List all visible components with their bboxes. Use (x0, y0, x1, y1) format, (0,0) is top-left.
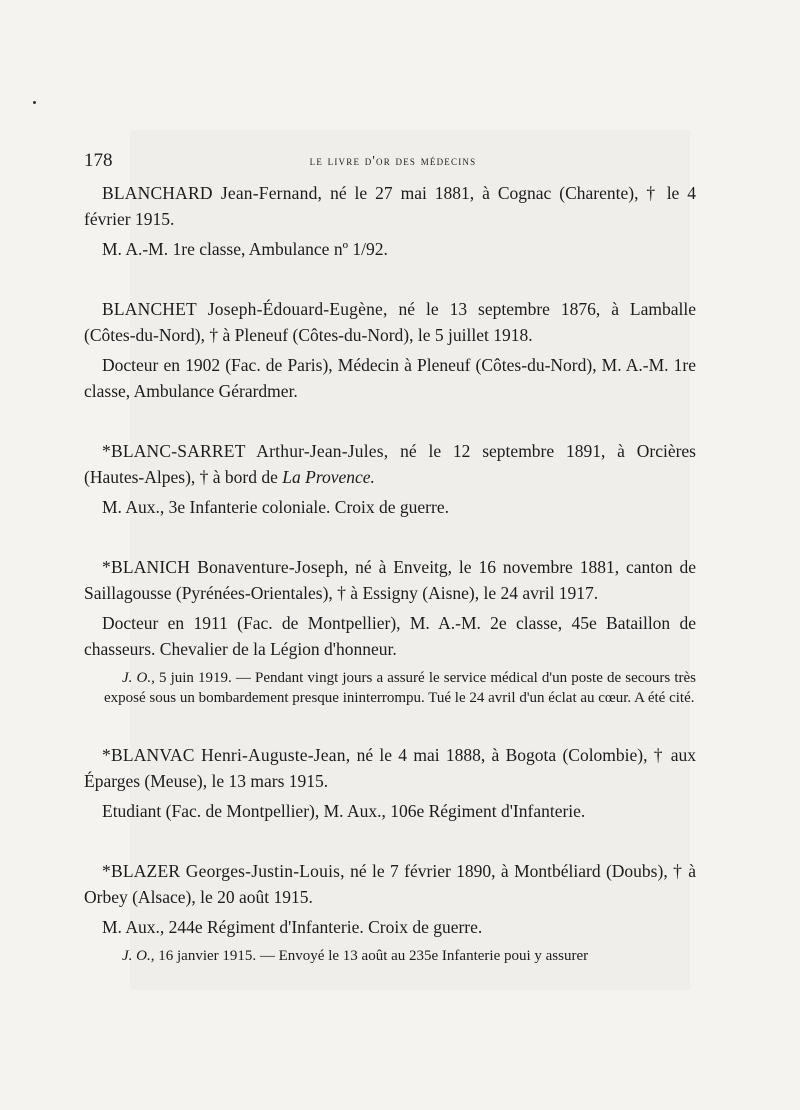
person-name: *BLANVAC Henri-Auguste-Jean, (102, 745, 351, 765)
citation-text: 16 janvier 1915. — Envoyé le 13 août au 235e Infanterie poui y assurer (158, 948, 589, 964)
biography: né à Enveitg, le 16 novembre 1881, canton de Saillagousse (Pyrénées-Orientales), † à Essigny (Aisne), le 24 avril 1917. (84, 557, 697, 603)
biography: né le 4 mai 1888, à Bogota (Colombie), † aux Éparges (Meuse), le 13 mars 1915. (84, 745, 697, 791)
entry-blanc-sarret (84, 438, 696, 520)
entry-blanchet (84, 296, 696, 404)
entry-heading (84, 296, 696, 348)
service-detail: Docteur en 1911 (Fac. de Montpellier), M. A.-M. 2e classe, 45e Bataillon de chasseurs. Chevalier de la Légion d'honneur. (84, 613, 696, 659)
service-detail: M. A.-M. 1re classe, Ambulance nº 1/92. (102, 239, 388, 259)
running-title: le livre d'or des médecins (309, 153, 477, 168)
entry-heading (84, 438, 696, 490)
entry-blanvac (84, 742, 696, 824)
biography: né le 27 mai 1881, à Cognac (Charente), † le 4 février 1915. (84, 183, 697, 229)
ship-name: La Provence. (282, 467, 375, 487)
page-header (84, 150, 702, 174)
ink-speck (33, 101, 36, 104)
service-detail: M. Aux., 3e Infanterie coloniale. Croix de guerre. (102, 497, 449, 517)
biography: né le 13 septembre 1876, à Lamballe (Côtes-du-Nord), † à Pleneuf (Côtes-du-Nord), le 5 juillet 1918. (84, 299, 697, 345)
citation-text: 5 juin 1919. — Pendant vingt jours a assuré le service médical d'un poste de secours très exposé sous un bombardement presque ininterrompu. Tué le 24 avril d'un éclat au cœur. A été cité. (104, 670, 697, 706)
citation-source: J. O., (122, 670, 155, 686)
person-name: BLANCHARD Jean-Fernand, (102, 183, 323, 203)
person-name: *BLANC-SARRET Arthur-Jean-Jules, (102, 441, 389, 461)
person-name: BLANCHET Joseph-Édouard-Eugène, (102, 299, 388, 319)
entry-heading (84, 554, 696, 606)
page-body (84, 180, 696, 1000)
entry-heading (84, 180, 696, 232)
entry-blanich (84, 554, 696, 708)
entry-blanchard (84, 180, 696, 262)
citation (84, 946, 696, 966)
service-detail: M. Aux., 244e Régiment d'Infanterie. Croix de guerre. (102, 917, 483, 937)
entry-heading (84, 742, 696, 794)
citation-source: J. O., (122, 948, 155, 964)
entry-heading (84, 858, 696, 910)
service-detail: Docteur en 1902 (Fac. de Paris), Médecin à Pleneuf (Côtes-du-Nord), M. A.-M. 1re classe, Ambulance Gérardmer. (84, 355, 696, 401)
biography: né le 7 février 1890, à Montbéliard (Doubs), † à Orbey (Alsace), le 20 août 1915. (84, 861, 696, 907)
citation (84, 668, 696, 708)
entry-blazer (84, 858, 696, 966)
service-detail: Etudiant (Fac. de Montpellier), M. Aux., 106e Régiment d'Infanterie. (102, 801, 586, 821)
person-name: *BLAZER Georges-Justin-Louis, (102, 861, 345, 881)
page-number: 178 (84, 150, 113, 171)
person-name: *BLANICH Bonaventure-Joseph, (102, 557, 349, 577)
biography: né le 12 septembre 1891, à Orcières (Hautes-Alpes), † à bord de (84, 441, 696, 487)
